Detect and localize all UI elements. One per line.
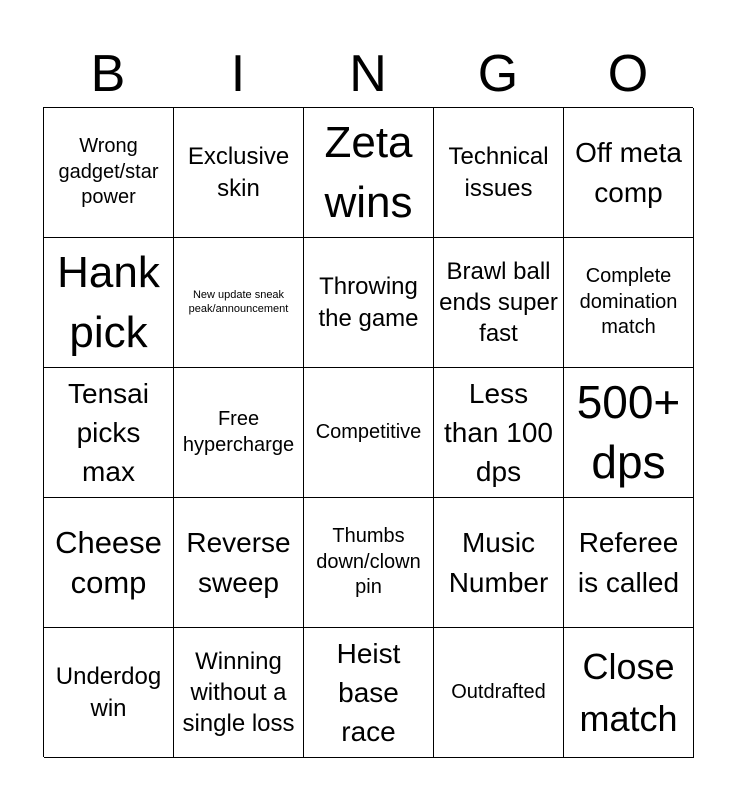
bingo-cell-label: Music Number [448, 527, 549, 598]
bingo-cell-r2c1[interactable] [44, 238, 174, 368]
bingo-cell-r4c5[interactable] [564, 498, 694, 628]
bingo-cell-r2c3[interactable] [304, 238, 434, 368]
bingo-cell-label: Cheese comp [55, 525, 162, 600]
bingo-cell-r2c2[interactable] [174, 238, 304, 368]
bingo-cell-label: Referee is called [577, 527, 680, 598]
bingo-cell-label: Close match [579, 646, 678, 739]
bingo-cell-label: Thumbs down/clown pin [316, 525, 421, 599]
bingo-cell-r5c2[interactable] [174, 628, 304, 758]
bingo-cell-label: Competitive [315, 420, 422, 443]
header-letter-o: O [607, 45, 649, 103]
bingo-cell-r1c5[interactable] [564, 108, 694, 238]
bingo-cell-label: Complete domination match [579, 265, 678, 339]
bingo-cell-r1c2[interactable] [174, 108, 304, 238]
bingo-cell-label: Throwing the game [318, 273, 419, 332]
bingo-cell-r3c5[interactable] [564, 368, 694, 498]
bingo-cell-label: Technical issues [448, 143, 549, 202]
bingo-cell-r4c1[interactable] [44, 498, 174, 628]
bingo-cell-label: Heist base race [336, 637, 401, 748]
bingo-cell-label: Reverse sweep [186, 527, 291, 598]
bingo-cell-label: Zeta wins [324, 118, 413, 227]
bingo-cell-r5c4[interactable] [434, 628, 564, 758]
bingo-cell-label: Hank pick [57, 248, 160, 357]
bingo-cell-label: 500+ dps [576, 375, 681, 488]
header-letter-n: N [349, 45, 387, 103]
bingo-cell-r2c5[interactable] [564, 238, 694, 368]
bingo-cell-label: Less than 100 dps [444, 377, 553, 488]
bingo-cell-r5c3[interactable] [304, 628, 434, 758]
bingo-cell-r1c4[interactable] [434, 108, 564, 238]
header-letter-i: I [230, 45, 246, 103]
bingo-cell-label: Brawl ball ends super fast [439, 257, 558, 348]
bingo-cell-label: New update sneak peak/announcement [188, 288, 289, 315]
bingo-cell-r4c3[interactable] [304, 498, 434, 628]
bingo-cell-r4c2[interactable] [174, 498, 304, 628]
bingo-board [43, 107, 693, 757]
bingo-cell-r4c4[interactable] [434, 498, 564, 628]
bingo-header [43, 44, 693, 104]
bingo-cell-label: Free hypercharge [182, 407, 295, 456]
bingo-cell-r3c1[interactable] [44, 368, 174, 498]
bingo-cell-r3c3[interactable] [304, 368, 434, 498]
bingo-cell-r2c4[interactable] [434, 238, 564, 368]
bingo-cell-r5c5[interactable] [564, 628, 694, 758]
header-letter-g: G [477, 45, 519, 103]
bingo-cell-label: Winning without a single loss [182, 647, 295, 738]
bingo-cell-r5c1[interactable] [44, 628, 174, 758]
bingo-cell-label: Wrong gadget/star power [58, 135, 159, 209]
bingo-cell-label: Outdrafted [451, 680, 546, 703]
bingo-cell-label: Underdog win [55, 663, 162, 722]
header-letter-b: B [90, 45, 126, 103]
bingo-cell-label: Off meta comp [575, 137, 682, 208]
bingo-cell-label: Exclusive skin [187, 143, 290, 202]
bingo-cell-r1c1[interactable] [44, 108, 174, 238]
bingo-cell-r3c4[interactable] [434, 368, 564, 498]
bingo-cell-r1c3[interactable] [304, 108, 434, 238]
bingo-cell-label: Tensai picks max [68, 377, 149, 488]
bingo-cell-r3c2[interactable] [174, 368, 304, 498]
